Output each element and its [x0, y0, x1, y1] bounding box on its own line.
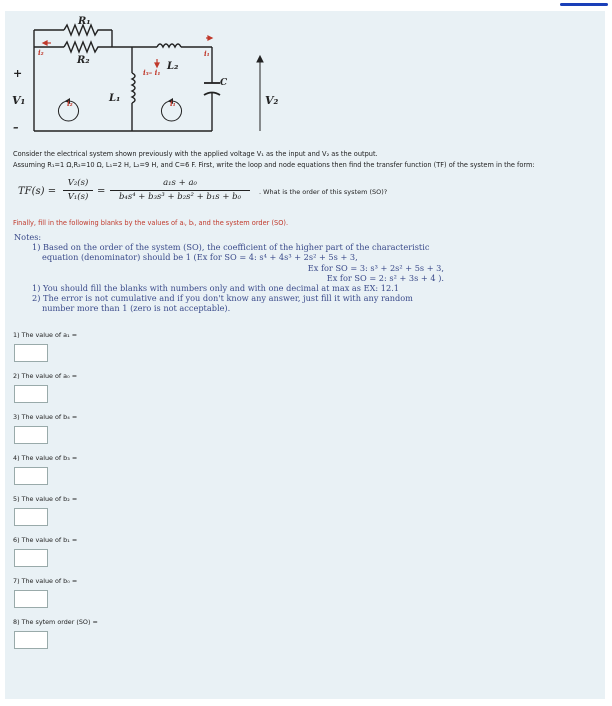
order-question: . What is the order of this system (SO)? — [259, 188, 388, 196]
label-plus: + — [13, 67, 23, 80]
notes-title: Notes: — [14, 232, 42, 242]
answer-a1-input[interactable] — [14, 344, 48, 362]
tf-numerator: a₁s + a₀ — [163, 178, 197, 188]
label-r2: R₂ — [77, 55, 90, 66]
question-panel — [5, 11, 605, 699]
tf-ratio-num: V₂(s) — [67, 178, 89, 188]
label-l2: L₂ — [167, 61, 179, 72]
answer-a0-input[interactable] — [14, 385, 48, 403]
note-3b: number more than 1 (zero is not acceptable). — [42, 303, 231, 314]
tf-denominator: b₄s⁴ + b₃s³ + b₂s² + b₁s + b₀ — [118, 192, 242, 202]
tf-eq: = — [97, 186, 106, 197]
note-1d: Ex for SO = 2: s² + 3s + 4 ). — [326, 272, 444, 283]
label-v1: V₁ — [12, 94, 26, 107]
question-b1-label: 6) The value of b₁ = — [13, 536, 78, 544]
label-v2: V₂ — [265, 94, 279, 107]
answer-so-input[interactable] — [14, 631, 48, 649]
circuit-diagram — [7, 13, 307, 148]
label-i1-top: i₁ — [204, 49, 210, 58]
fill-instructions: Finally, fill in the following blanks by the values of aᵢ, bᵢ, and the system order (SO). — [13, 219, 289, 227]
note-2: 1) You should fill the blanks with numbers only and with one decimal at max as EX: 12.1 — [32, 283, 400, 294]
label-l1: L₁ — [109, 93, 121, 104]
transfer-function — [18, 174, 578, 214]
note-1c: Ex for SO = 3: s³ + 2s² + 5s + 3, — [307, 262, 444, 273]
answer-b1-input[interactable] — [14, 549, 48, 567]
label-r1: R₁ — [78, 16, 91, 27]
question-b2-label: 5) The value of b₂ = — [13, 495, 78, 503]
answer-b0-input[interactable] — [14, 590, 48, 608]
label-i2-loop: i₂ — [67, 99, 73, 108]
top-accent-line — [560, 3, 608, 6]
question-so-label: 8) The sytem order (SO) = — [13, 618, 98, 626]
question-b0-label: 7) The value of b₀ = — [13, 577, 78, 585]
intro-line-1: Consider the electrical system shown previously with the applied voltage V₁ as the input and V₂ as the output. — [13, 150, 378, 158]
answer-b3-input[interactable] — [14, 467, 48, 485]
answer-b4-input[interactable] — [14, 426, 48, 444]
answer-b2-input[interactable] — [14, 508, 48, 526]
label-c: C — [220, 78, 228, 88]
tf-ratio-den: V₁(s) — [67, 192, 89, 202]
label-minus: – — [13, 121, 19, 134]
notes-block — [14, 232, 484, 314]
note-1b: equation (denominator) should be 1 (Ex for SO = 4: s⁴ + 4s³ + 2s² + 5s + 3, — [42, 252, 358, 263]
label-i2-top: i₂ — [38, 48, 44, 57]
intro-line-2: Assuming R₁=1 Ω,R₂=10 Ω, L₁=2 H, L₂=9 H, and C=6 F. First, write the loop and node equations then find the transfer function (TF) of the system in the form: — [13, 161, 535, 169]
question-a0-label: 2) The value of a₀ = — [13, 372, 78, 380]
question-b3-label: 4) The value of b₃ = — [13, 454, 78, 462]
label-i3-minus-i1: i₃– i₁ — [143, 68, 161, 77]
label-i1-loop: i₁ — [170, 99, 176, 108]
note-3a: 2) The error is not cumulative and if you don't know any answer, just fill it with any random — [32, 293, 413, 304]
tf-lhs: TF(s) = — [18, 186, 57, 197]
question-a1-label: 1) The value of a₁ = — [13, 331, 78, 339]
question-b4-label: 3) The value of b₄ = — [13, 413, 78, 421]
note-1a: 1) Based on the order of the system (SO), the coefficient of the higher part of the characteristic — [32, 242, 430, 253]
